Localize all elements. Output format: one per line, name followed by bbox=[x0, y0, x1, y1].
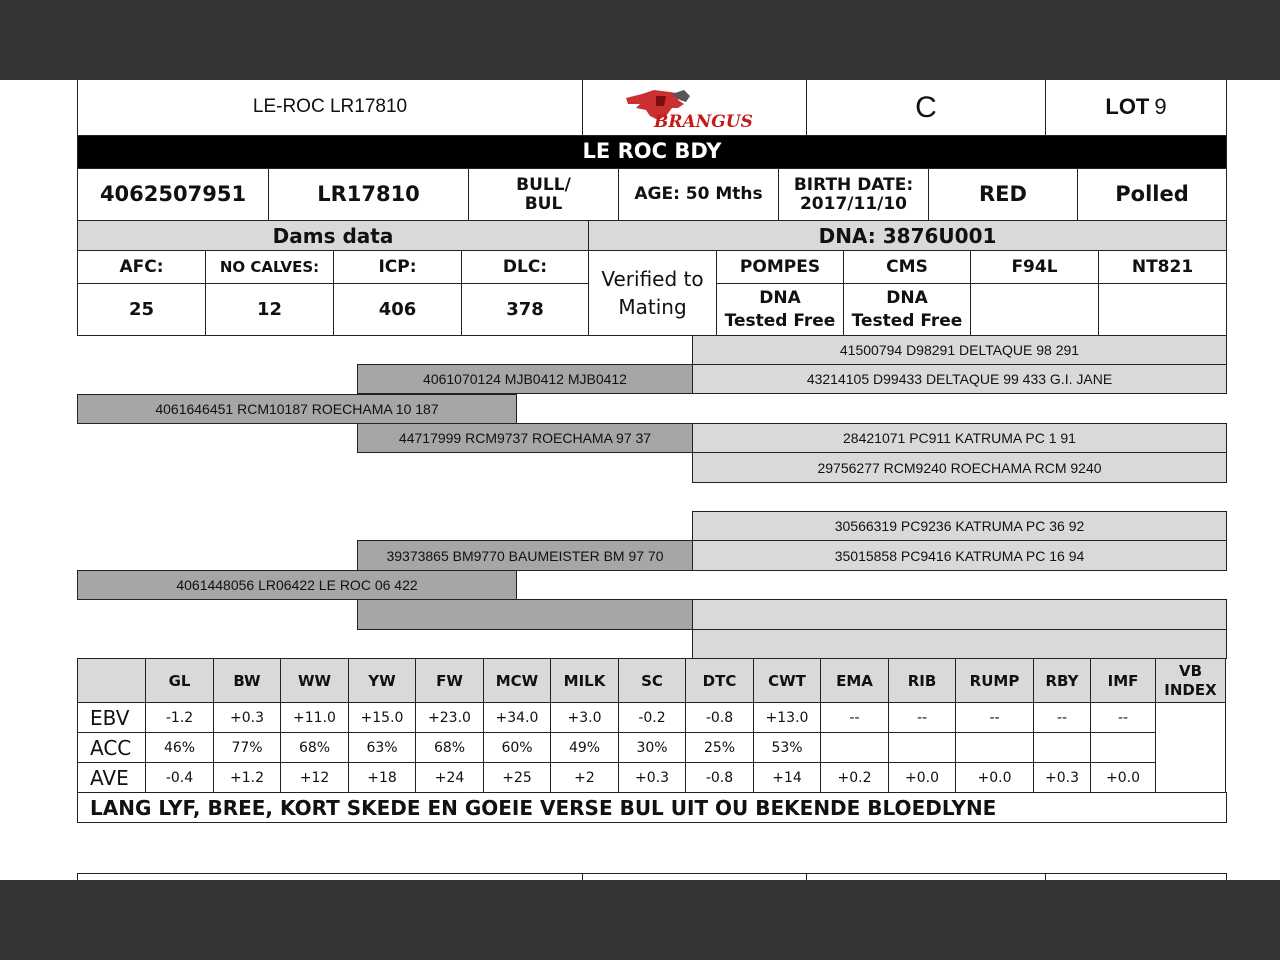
ebv-header: YW bbox=[349, 659, 416, 703]
ebv-value: -- bbox=[1034, 703, 1091, 733]
sex-line-2: BUL bbox=[524, 193, 563, 214]
pedigree-s bbox=[77, 394, 517, 424]
row-label: ACC bbox=[78, 733, 146, 763]
ebv-value: -0.8 bbox=[686, 703, 754, 733]
ebv-value: -1.2 bbox=[146, 703, 214, 733]
acc-value: 60% bbox=[484, 733, 551, 763]
birth-date-cell bbox=[778, 168, 929, 221]
ebv-table bbox=[77, 658, 1226, 793]
ebv-header: SC bbox=[619, 659, 686, 703]
viewer-bottom-bar bbox=[0, 880, 1280, 960]
verified-line-2: Mating bbox=[618, 295, 687, 319]
dlc-value: 378 bbox=[506, 298, 544, 320]
acc-value: 68% bbox=[416, 733, 484, 763]
acc-value: 63% bbox=[349, 733, 416, 763]
test-name-4: NT821 bbox=[1131, 256, 1194, 277]
color-cell bbox=[928, 168, 1078, 221]
acc-value: 49% bbox=[551, 733, 619, 763]
dams-data-title: Dams data bbox=[272, 223, 394, 248]
acc-value bbox=[1091, 733, 1156, 763]
remark-row bbox=[77, 792, 1227, 823]
ebv-header: FW bbox=[416, 659, 484, 703]
ave-value: -0.8 bbox=[686, 763, 754, 793]
pedigree-ddd bbox=[692, 629, 1227, 659]
test-name-2: CMS bbox=[886, 256, 928, 277]
vb-index-value bbox=[1156, 703, 1226, 793]
dam-icp-value-cell bbox=[333, 283, 462, 336]
grade-letter: C bbox=[915, 91, 937, 124]
lot-number: 9 bbox=[1154, 94, 1167, 120]
brangus-logo bbox=[620, 84, 770, 132]
next-card-divider bbox=[1045, 873, 1046, 880]
pedigree-sd bbox=[357, 423, 693, 453]
dam-calves-label bbox=[205, 250, 334, 284]
dams-data-header bbox=[77, 220, 589, 251]
calves-label: NO CALVES: bbox=[219, 257, 320, 276]
registration-name: LE-ROC LR17810 bbox=[252, 96, 408, 118]
dna-test-pompes bbox=[716, 250, 844, 284]
lot-label: LOT bbox=[1105, 94, 1150, 120]
dna-test-cms bbox=[843, 250, 971, 284]
next-card-divider bbox=[806, 873, 807, 880]
ave-value: +0.0 bbox=[1091, 763, 1156, 793]
animal-name: LE ROC BDY bbox=[582, 139, 722, 164]
ave-value: +25 bbox=[484, 763, 551, 793]
dna-result-cms bbox=[843, 283, 971, 336]
acc-value: 30% bbox=[619, 733, 686, 763]
ebv-header: DTC bbox=[686, 659, 754, 703]
animal-id: 4062507951 bbox=[99, 181, 247, 206]
lot-cell bbox=[1045, 80, 1227, 136]
ebv-header: EMA bbox=[821, 659, 889, 703]
ebv-header-row bbox=[78, 659, 1226, 703]
dna-result-pompes bbox=[716, 283, 844, 336]
test-name-1: POMPES bbox=[739, 256, 821, 277]
ave-value: +0.0 bbox=[889, 763, 956, 793]
acc-value bbox=[821, 733, 889, 763]
pedigree-dds bbox=[692, 599, 1227, 630]
ave-value: +0.3 bbox=[619, 763, 686, 793]
ebv-header: WW bbox=[281, 659, 349, 703]
ebv-value: +0.3 bbox=[214, 703, 281, 733]
row-label: EBV bbox=[78, 703, 146, 733]
vb-index-line-2: INDEX bbox=[1164, 680, 1217, 699]
acc-value bbox=[956, 733, 1034, 763]
ave-value: +0.3 bbox=[1034, 763, 1091, 793]
ebv-value: +3.0 bbox=[551, 703, 619, 733]
pedigree-sire-sire: 4061070124 MJB0412 MJB0412 bbox=[423, 371, 627, 387]
icp-label: ICP: bbox=[378, 256, 417, 277]
dam-afc-value-cell bbox=[77, 283, 206, 336]
pedigree-dam: 4061448056 LR06422 LE ROC 06 422 bbox=[176, 577, 418, 593]
ebv-header: RBY bbox=[1034, 659, 1091, 703]
afc-label: AFC: bbox=[119, 256, 164, 277]
dna-result-f94l bbox=[970, 283, 1099, 336]
ebv-header: MCW bbox=[484, 659, 551, 703]
ave-value: +2 bbox=[551, 763, 619, 793]
ebv-header: RUMP bbox=[956, 659, 1034, 703]
pedigree-dd bbox=[357, 599, 693, 630]
dam-dlc-value-cell bbox=[461, 283, 589, 336]
brangus-logo-cell bbox=[582, 80, 807, 136]
row-label: AVE bbox=[78, 763, 146, 793]
verified-line-1: Verified to bbox=[601, 267, 704, 291]
ebv-row bbox=[78, 703, 1226, 733]
pedigree-sdd bbox=[692, 452, 1227, 483]
acc-value: 77% bbox=[214, 733, 281, 763]
result-2-line-1: DNA bbox=[886, 287, 928, 308]
pedigree-dam-sire-sire: 30566319 PC9236 KATRUMA PC 36 92 bbox=[834, 518, 1085, 534]
pedigree-dsd bbox=[692, 540, 1227, 571]
pedigree-ssd bbox=[692, 364, 1227, 394]
acc-value bbox=[889, 733, 956, 763]
pedigree-ss bbox=[357, 364, 693, 394]
animal-name-bar bbox=[77, 135, 1227, 169]
acc-value: 46% bbox=[146, 733, 214, 763]
dam-dlc-label bbox=[461, 250, 589, 284]
registration-name-cell bbox=[77, 80, 583, 136]
dna-title: DNA: 3876U001 bbox=[818, 223, 997, 248]
dna-result-nt821 bbox=[1098, 283, 1227, 336]
ave-value: +1.2 bbox=[214, 763, 281, 793]
birth-date: 2017/11/10 bbox=[799, 193, 908, 214]
ebv-header: CWT bbox=[754, 659, 821, 703]
acc-value: 25% bbox=[686, 733, 754, 763]
pedigree-sire-dam-sire: 28421071 PC911 KATRUMA PC 1 91 bbox=[843, 430, 1076, 446]
pedigree-dam-sire: 39373865 BM9770 BAUMEISTER BM 97 70 bbox=[386, 547, 664, 564]
dam-icp-label bbox=[333, 250, 462, 284]
result-1-line-2: Tested Free bbox=[724, 310, 836, 331]
ave-row bbox=[78, 763, 1226, 793]
remark-text: LANG LYF, BREE, KORT SKEDE EN GOEIE VERSE BUL UIT OU BEKENDE BLOEDLYNE bbox=[90, 795, 997, 820]
animal-id-cell bbox=[77, 168, 269, 221]
dam-afc-label bbox=[77, 250, 206, 284]
ave-value: +12 bbox=[281, 763, 349, 793]
animal-code-cell bbox=[268, 168, 469, 221]
ave-value: +24 bbox=[416, 763, 484, 793]
ave-value: -0.4 bbox=[146, 763, 214, 793]
ebv-corner bbox=[78, 659, 146, 703]
dna-verified-cell bbox=[588, 250, 717, 336]
pedigree-sire-sire-sire: 41500794 D98291 DELTAQUE 98 291 bbox=[839, 342, 1080, 358]
ebv-header: BW bbox=[214, 659, 281, 703]
ave-value: +18 bbox=[349, 763, 416, 793]
acc-row bbox=[78, 733, 1226, 763]
acc-value: 68% bbox=[281, 733, 349, 763]
pedigree-sire-dam-dam: 29756277 RCM9240 ROECHAMA RCM 9240 bbox=[817, 459, 1102, 476]
afc-value: 25 bbox=[128, 298, 155, 320]
dna-header bbox=[588, 220, 1227, 251]
vb-index-line-1: VB bbox=[1178, 661, 1203, 680]
next-card-divider bbox=[582, 873, 583, 880]
ebv-header: GL bbox=[146, 659, 214, 703]
ebv-value: -- bbox=[956, 703, 1034, 733]
ave-value: +14 bbox=[754, 763, 821, 793]
grade-cell bbox=[806, 80, 1046, 136]
dlc-label: DLC: bbox=[502, 256, 548, 277]
pedigree-ds bbox=[357, 540, 693, 571]
ebv-value: +13.0 bbox=[754, 703, 821, 733]
age-cell bbox=[618, 168, 779, 221]
next-card-top-border bbox=[77, 873, 1227, 880]
result-1-line-1: DNA bbox=[759, 287, 801, 308]
horn-status: Polled bbox=[1115, 181, 1189, 206]
ebv-header: MILK bbox=[551, 659, 619, 703]
lot-card-page bbox=[0, 80, 1280, 880]
dam-calves-value-cell bbox=[205, 283, 334, 336]
logo-text: BRANGUS bbox=[653, 111, 753, 132]
pedigree-sire-sire-dam: 43214105 D99433 DELTAQUE 99 433 G.I. JANE bbox=[806, 371, 1113, 387]
vb-index-header bbox=[1156, 659, 1226, 703]
age: AGE: 50 Mths bbox=[634, 184, 763, 205]
dna-test-f94l bbox=[970, 250, 1099, 284]
test-name-3: F94L bbox=[1011, 256, 1058, 277]
birth-date-label: BIRTH DATE: bbox=[793, 174, 914, 195]
ebv-value: -- bbox=[821, 703, 889, 733]
acc-value: 53% bbox=[754, 733, 821, 763]
pedigree-sire-dam: 44717999 RCM9737 ROECHAMA 97 37 bbox=[398, 430, 652, 446]
ave-value: +0.2 bbox=[821, 763, 889, 793]
ebv-value: +11.0 bbox=[281, 703, 349, 733]
result-2-line-2: Tested Free bbox=[851, 310, 963, 331]
sex-line-1: BULL/ bbox=[516, 174, 571, 195]
ebv-header: IMF bbox=[1091, 659, 1156, 703]
viewer-top-bar bbox=[0, 0, 1280, 80]
ebv-value: +15.0 bbox=[349, 703, 416, 733]
ebv-value: -- bbox=[889, 703, 956, 733]
ebv-value: -0.2 bbox=[619, 703, 686, 733]
horn-status-cell bbox=[1077, 168, 1227, 221]
sex-cell bbox=[468, 168, 619, 221]
ebv-value: +23.0 bbox=[416, 703, 484, 733]
ebv-value: -- bbox=[1091, 703, 1156, 733]
ave-value: +0.0 bbox=[956, 763, 1034, 793]
animal-color: RED bbox=[979, 181, 1027, 206]
icp-value: 406 bbox=[378, 298, 417, 320]
pedigree-dam-sire-dam: 35015858 PC9416 KATRUMA PC 16 94 bbox=[834, 547, 1085, 564]
pedigree-sire: 4061646451 RCM10187 ROECHAMA 10 187 bbox=[155, 401, 439, 417]
pedigree-sds bbox=[692, 423, 1227, 453]
acc-value bbox=[1034, 733, 1091, 763]
pedigree-sss bbox=[692, 335, 1227, 365]
ebv-header: RIB bbox=[889, 659, 956, 703]
ebv-value: +34.0 bbox=[484, 703, 551, 733]
calves-value: 12 bbox=[256, 298, 283, 320]
dna-test-nt821 bbox=[1098, 250, 1227, 284]
pedigree-d bbox=[77, 570, 517, 600]
animal-code: LR17810 bbox=[317, 181, 420, 206]
pedigree-dss bbox=[692, 511, 1227, 541]
